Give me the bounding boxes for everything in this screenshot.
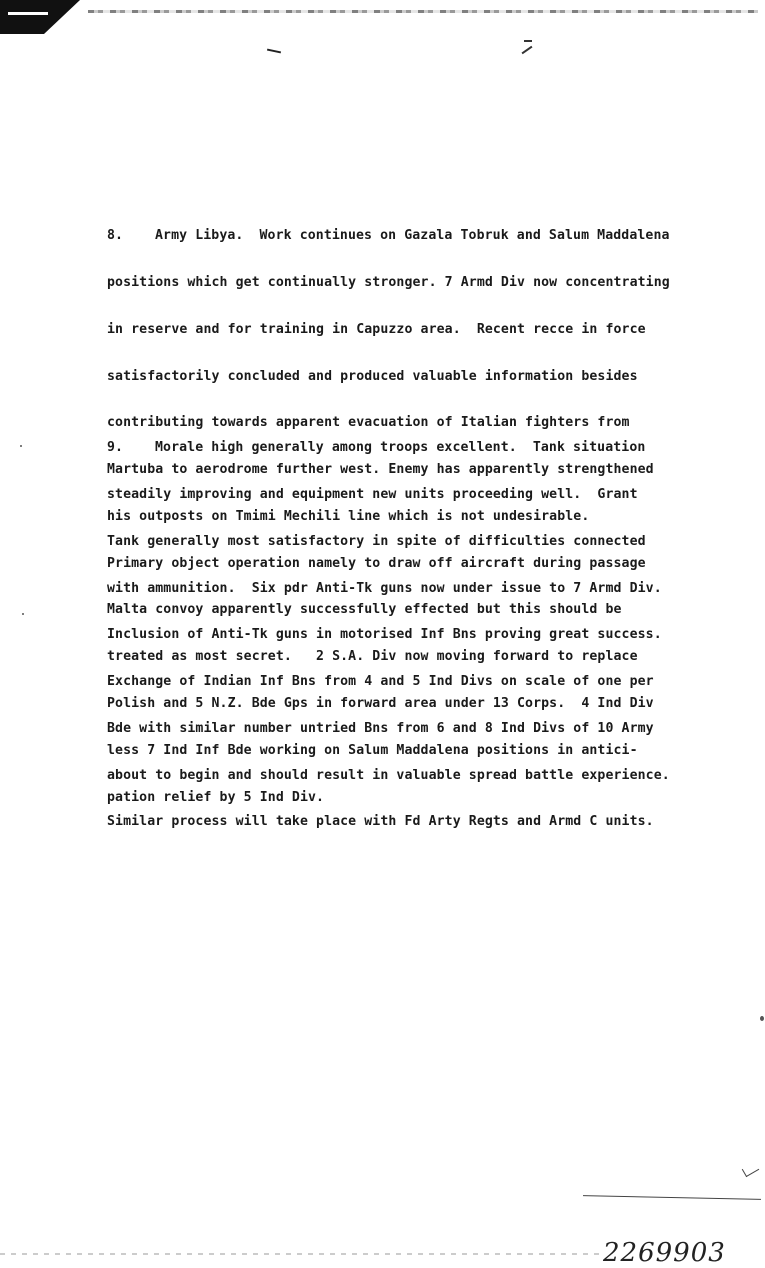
paragraph-line: his outposts on Tmimi Mechili line which is not undesirable. [107, 508, 590, 524]
paragraph-line: steadily improving and equipment new units proceeding well. Grant [107, 486, 638, 502]
paragraph-line: Malta convoy apparently successfully effected but this should be [107, 602, 622, 618]
paragraph-line: treated as most secret. 2 S.A. Div now moving forward to replace [107, 649, 638, 665]
paragraph-line: 9. Morale high generally among troops excellent. Tank situation [107, 440, 646, 456]
scan-bottom-edge [0, 1253, 600, 1255]
paragraph-number: 9. [107, 440, 124, 456]
paragraph-line: pation relief by 5 Ind Div. [107, 789, 325, 805]
paragraph-line: Bde with similar number untried Bns from 6 and 8 Ind Divs of 10 Army [107, 720, 654, 736]
scan-speck [20, 445, 22, 447]
paragraph-line: contributing towards apparent evacuation of Italian fighters from [107, 415, 630, 431]
pencil-mark [267, 49, 281, 54]
scan-speck [760, 1016, 764, 1021]
paragraph-line: 8. Army Libya. Work continues on Gazala Tobruk and Salum Maddalena [107, 228, 670, 244]
signature-line [583, 1195, 761, 1200]
paragraph-line: Similar process will take place with Fd Arty Regts and Armd C units. [107, 814, 654, 830]
paragraph-line: about to begin and should result in valuable spread battle experience. [107, 767, 670, 783]
paragraph-line: Tank generally most satisfactory in spite of difficulties connected [107, 533, 646, 549]
paragraph-line: with ammunition. Six pdr Anti-Tk guns now under issue to 7 Armd Div. [107, 580, 662, 596]
scan-corner-mark [0, 0, 80, 34]
pencil-mark [522, 46, 533, 55]
scan-top-edge [88, 10, 758, 13]
paragraph-line: in reserve and for training in Capuzzo area. Recent recce in force [107, 321, 646, 337]
reference-number: 2269903 [603, 1238, 726, 1268]
pencil-mark [742, 1162, 759, 1177]
paragraph-9 [107, 409, 747, 861]
paragraph-line: Martuba to aerodrome further west. Enemy has apparently strengthened [107, 462, 654, 478]
paragraph-number: 8. [107, 228, 124, 244]
pencil-mark [524, 40, 532, 42]
paragraph-line: less 7 Ind Inf Bde working on Salum Maddalena positions in antici- [107, 742, 638, 758]
scan-speck [22, 613, 24, 615]
paragraph-line: Inclusion of Anti-Tk guns in motorised Inf Bns proving great success. [107, 627, 662, 643]
paragraph-line: satisfactorily concluded and produced valuable information besides [107, 368, 638, 384]
paragraph-line: positions which get continually stronger. 7 Armd Div now concentrating [107, 274, 670, 290]
paragraph-line: Primary object operation namely to draw off aircraft during passage [107, 555, 646, 571]
paragraph-line: Polish and 5 N.Z. Bde Gps in forward area under 13 Corps. 4 Ind Div [107, 696, 654, 711]
scan-corner-stripe [8, 12, 48, 15]
paragraph-line: Exchange of Indian Inf Bns from 4 and 5 Ind Divs on scale of one per [107, 674, 654, 690]
